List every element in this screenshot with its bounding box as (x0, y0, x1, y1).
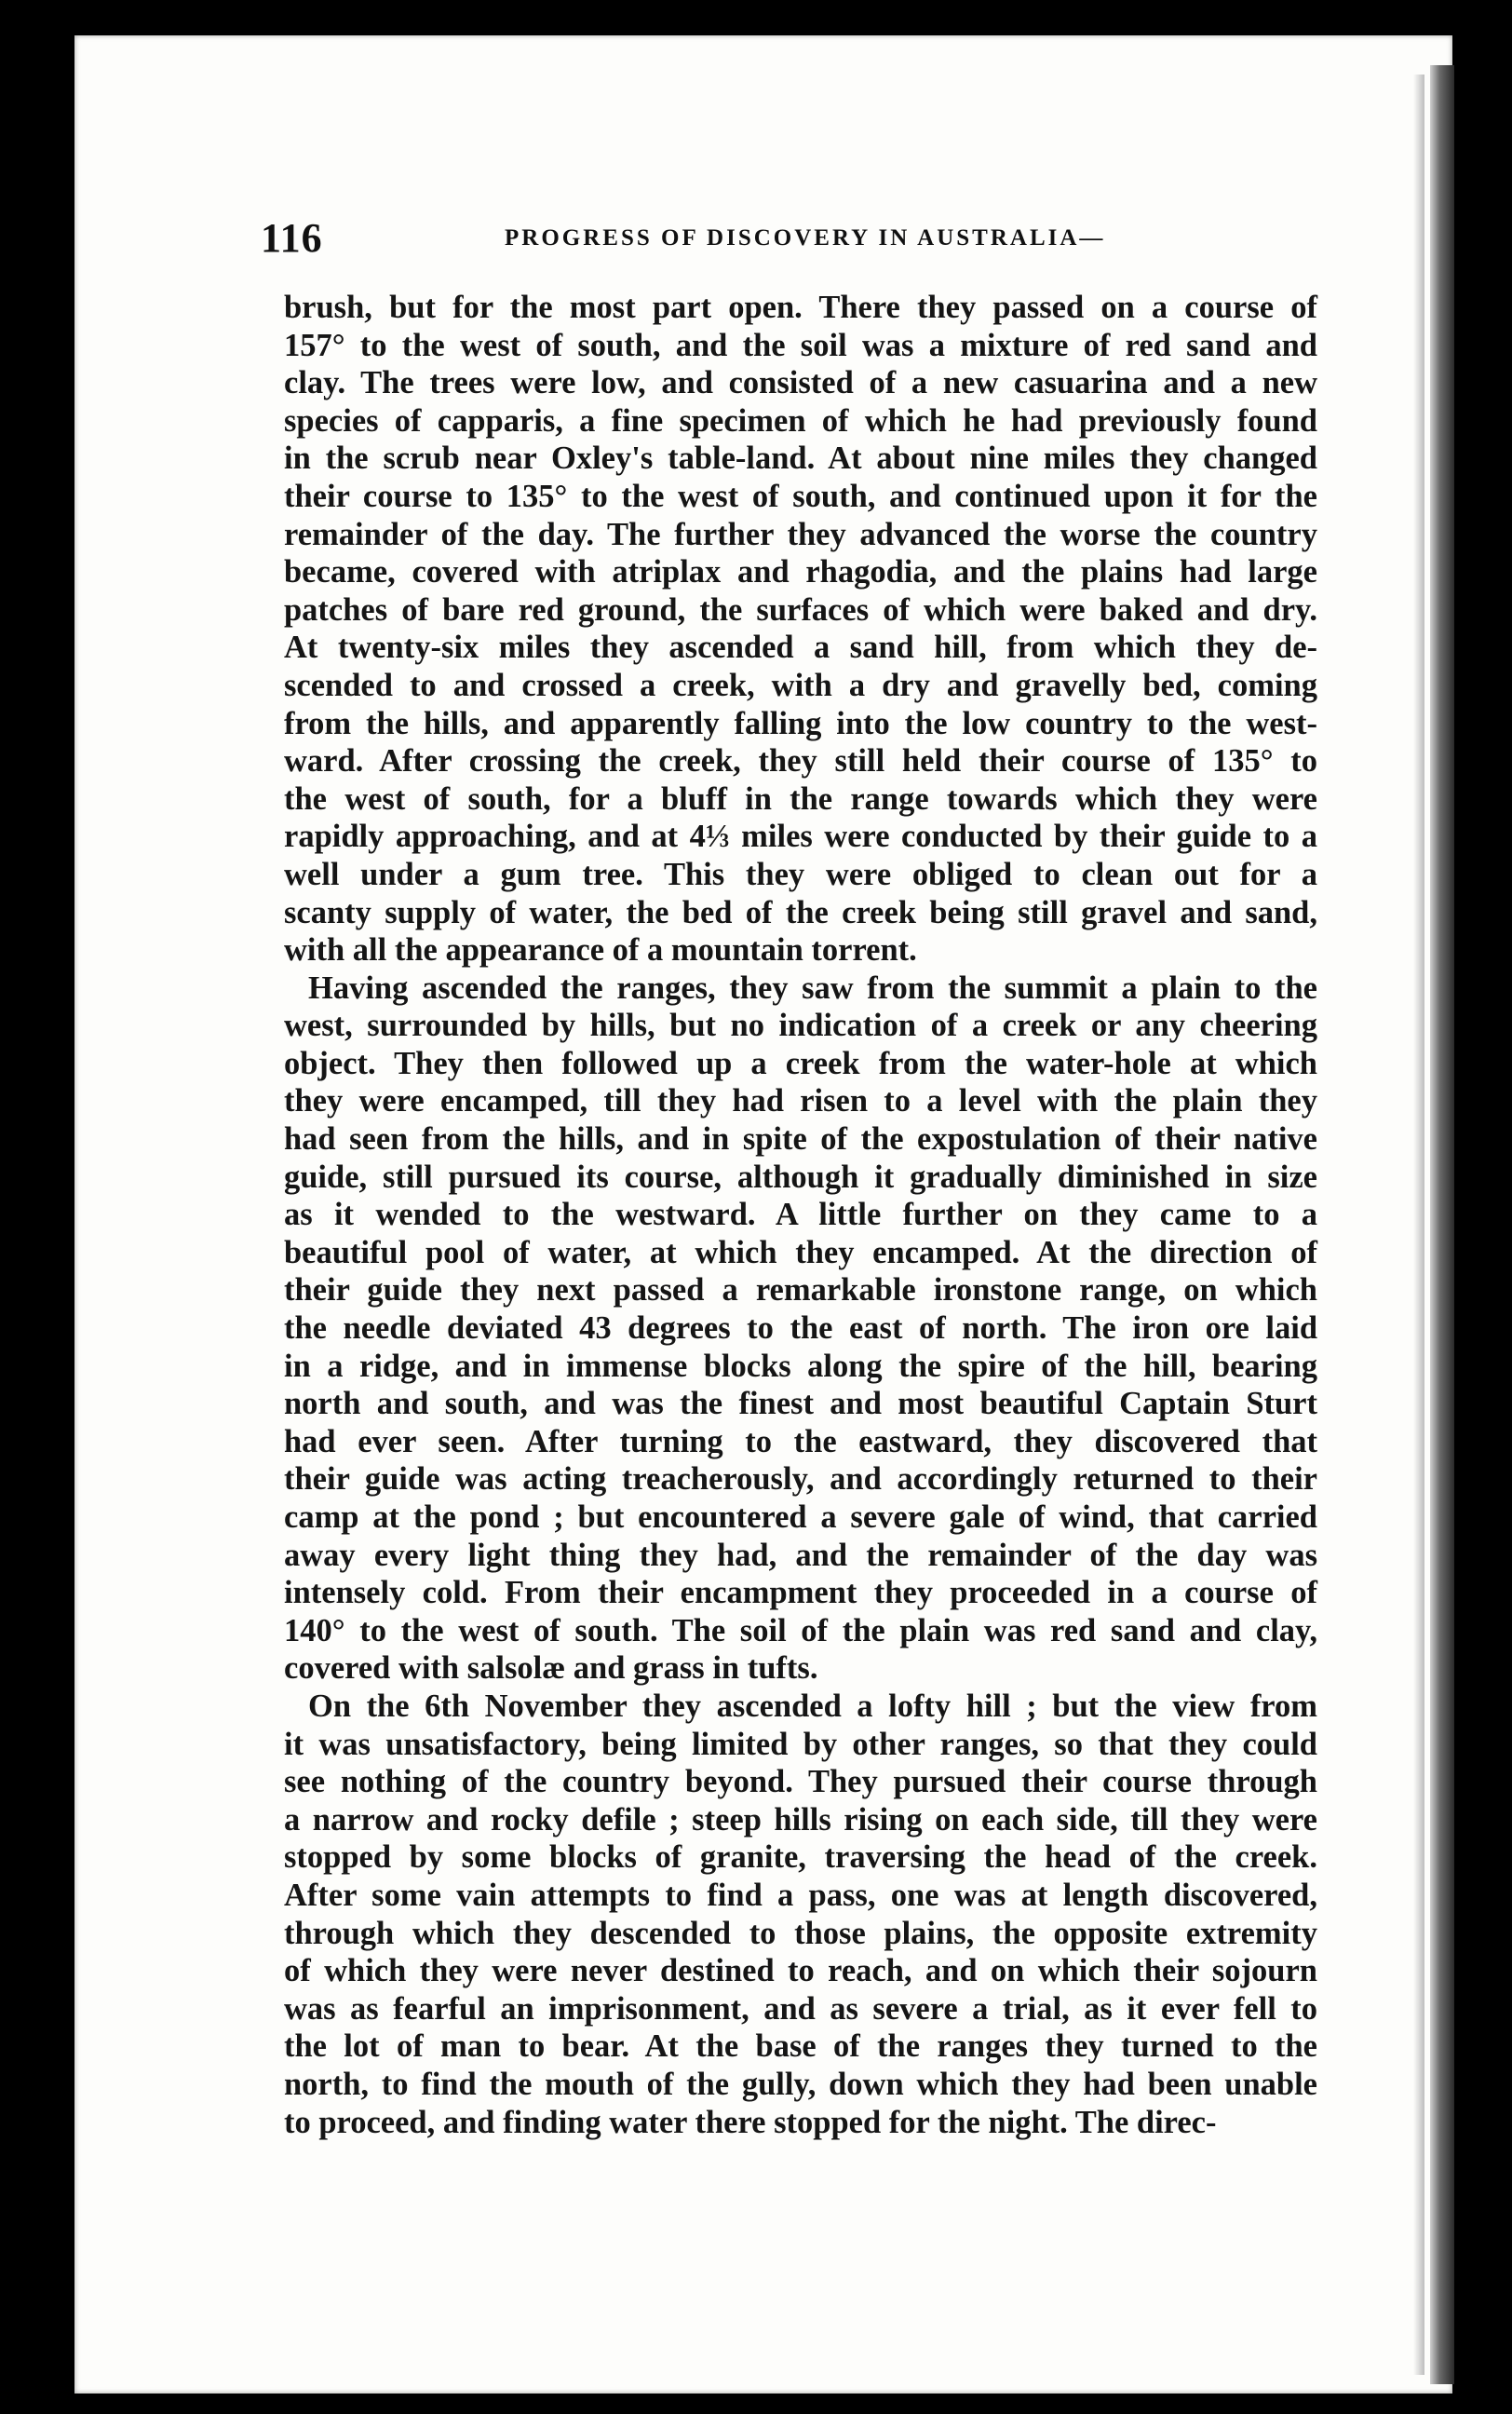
text-line: ward. After crossing the creek, they still held their course of 135° to (284, 743, 1317, 780)
paragraph (284, 289, 1317, 970)
text-line: clay. The trees were low, and consisted of a new casuarina and a new (284, 365, 1317, 401)
text-line: in a ridge, and in immense blocks along the spire of the hill, bearing (284, 1348, 1317, 1384)
text-line: from the hills, and apparently falling into the low country to the west- (284, 705, 1317, 741)
text-line: covered with salsolæ and grass in tufts. (284, 1650, 818, 1687)
text-line: they were encamped, till they had risen to a level with the plain they (284, 1083, 1317, 1119)
text-line: with all the appearance of a mountain torrent. (284, 932, 917, 969)
text-line: On the 6th November they ascended a lofty hill ; but the view from (308, 1688, 1317, 1724)
text-line: brush, but for the most part open. There they passed on a course of (284, 290, 1317, 325)
text-line: north and south, and was the finest and most beautiful Captain Sturt (284, 1386, 1317, 1422)
text-line: the lot of man to bear. At the base of the ranges they turned to the (284, 2028, 1317, 2065)
text-line: beautiful pool of water, at which they encamped. At the direction of (284, 1234, 1317, 1270)
running-head: PROGRESS OF DISCOVERY IN AUSTRALIA— (505, 225, 1106, 251)
text-line: After some vain attempts to find a pass, one was at length discovered, (284, 1877, 1317, 1913)
text-line: had seen from the hills, and in spite of the expostulation of their native (284, 1121, 1317, 1158)
text-line: a narrow and rocky defile ; steep hills rising on each side, till they were (284, 1801, 1317, 1838)
text-line: intensely cold. From their encampment they proceeded in a course of (284, 1575, 1317, 1611)
text-line: became, covered with atriplax and rhagodia, and the plains had large (284, 554, 1317, 590)
text-line: rapidly approaching, and at 4⅓ miles were conducted by their guide to a (284, 819, 1317, 855)
text-line: it was unsatisfactory, being limited by other ranges, so that they could (284, 1726, 1317, 1762)
paragraph (284, 1688, 1317, 2141)
text-line: had ever seen. After turning to the eastward, they discovered that (284, 1423, 1317, 1459)
page-number: 116 (261, 215, 323, 261)
text-line: through which they descended to those plains, the opposite extremity (284, 1915, 1317, 1951)
text-line: scended to and crossed a creek, with a dry and gravelly bed, coming (284, 667, 1317, 703)
text-line: as it wended to the westward. A little further on they came to a (284, 1197, 1317, 1233)
text-line: was as fearful an imprisonment, and as severe a trial, as it ever fell to (284, 1990, 1317, 2027)
body-text (284, 289, 1317, 2141)
text-line: the west of south, for a bluff in the range towards which they were (284, 780, 1317, 817)
text-line: remainder of the day. The further they advanced the worse the country (284, 516, 1317, 552)
text-line: guide, still pursued its course, although it gradually diminished in size (284, 1159, 1317, 1195)
text-line: of which they were never destined to reach, and on which their sojourn (284, 1953, 1317, 1989)
paragraph (284, 970, 1317, 1688)
text-line: At twenty-six miles they ascended a sand hill, from which they de- (284, 630, 1317, 666)
text-line: west, surrounded by hills, but no indication of a creek or any cheering (284, 1008, 1317, 1044)
text-line: 157° to the west of south, and the soil was a mixture of red sand and (284, 327, 1317, 363)
text-line: their guide was acting treacherously, and accordingly returned to their (284, 1461, 1317, 1498)
text-line: stopped by some blocks of granite, traversing the head of the creek. (284, 1839, 1317, 1876)
text-line: their course to 135° to the west of south, and continued upon it for the (284, 478, 1317, 514)
text-line: their guide they next passed a remarkable ironstone range, on which (284, 1272, 1317, 1309)
binding-shadow (1430, 65, 1454, 2384)
text-line: scanty supply of water, the bed of the creek being still gravel and sand, (284, 894, 1317, 930)
text-line: well under a gum tree. This they were obliged to clean out for a (284, 856, 1317, 892)
text-line: object. They then followed up a creek from the water-hole at which (284, 1045, 1317, 1081)
text-line: to proceed, and finding water there stopped for the night. The direc- (284, 2104, 1217, 2140)
text-line: the needle deviated 43 degrees to the east of north. The iron ore laid (284, 1310, 1317, 1347)
text-line: species of capparis, a fine specimen of which he had previously found (284, 402, 1317, 439)
text-line: see nothing of the country beyond. They pursued their course through (284, 1764, 1317, 1800)
text-line: 140° to the west of south. The soil of the plain was red sand and clay, (284, 1612, 1317, 1648)
text-line: north, to find the mouth of the gully, down which they had been unable (284, 2066, 1317, 2102)
text-line: Having ascended the ranges, they saw from the summit a plain to the (308, 970, 1317, 1006)
page-header (261, 214, 1341, 261)
text-line: patches of bare red ground, the surfaces of which were baked and dry. (284, 591, 1317, 628)
page-gutter-edge (1413, 75, 1424, 2375)
text-line: in the scrub near Oxley's table-land. At about nine miles they changed (284, 441, 1317, 477)
text-line: away every light thing they had, and the remainder of the day was (284, 1537, 1317, 1573)
text-line: camp at the pond ; but encountered a severe gale of wind, that carried (284, 1499, 1317, 1535)
